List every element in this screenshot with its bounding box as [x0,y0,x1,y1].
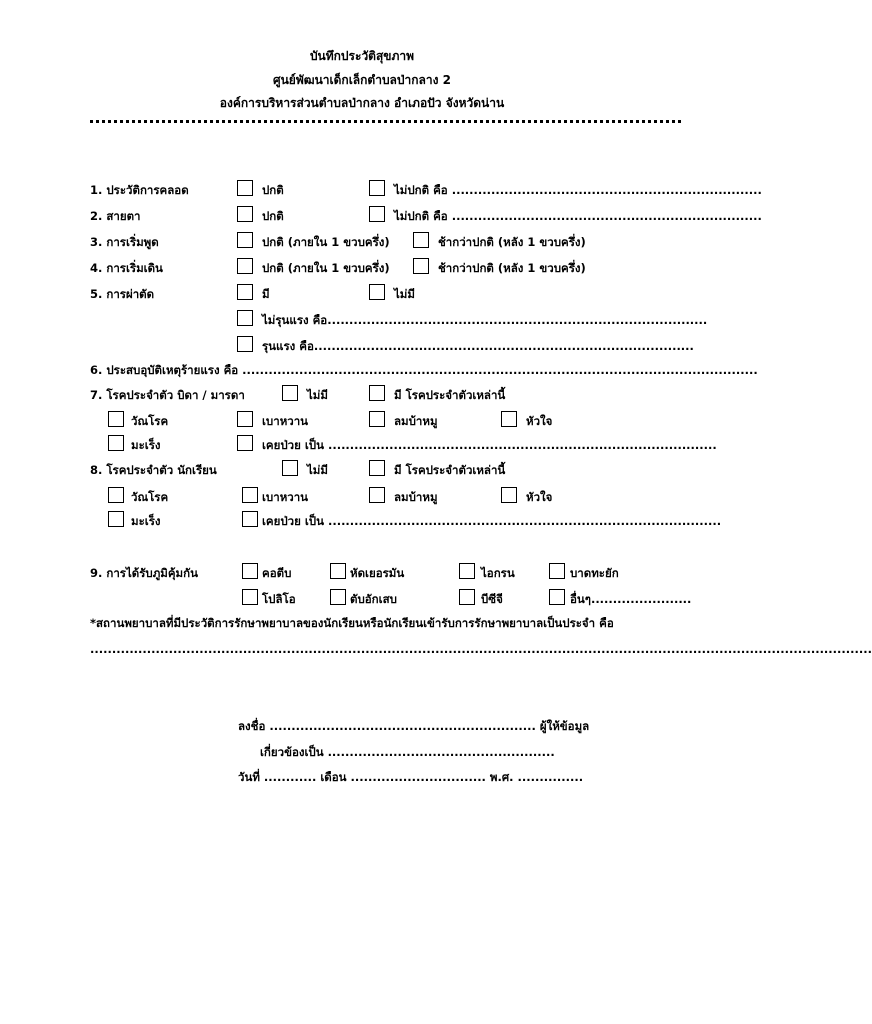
q9-bcg-checkbox[interactable] [459,589,475,605]
q9-hepatitis-checkbox[interactable] [330,589,346,605]
q4-label: 4. การเริ่มเดิน [90,261,163,275]
q9-measles-label: หัดเยอรมัน [350,566,405,580]
form-title: บันทึกประวัติสุขภาพ [309,49,415,63]
q5-mild-checkbox[interactable] [237,310,253,326]
organization-name: องค์การบริหารส่วนตำบลป่ากลาง อำเภอปัว จังหวัดน่าน [219,96,505,110]
q3-label: 3. การเริ่มพูด [90,235,159,249]
q8-none-label: ไม่มี [307,463,328,477]
q3-late-label: ช้ากว่าปกติ (หลัง 1 ขวบครึ่ง) [438,235,586,249]
q7-none-checkbox[interactable] [282,385,298,401]
q9-hepatitis-label: ตับอักเสบ [350,592,397,606]
q8-diabetes-checkbox[interactable] [242,487,258,503]
q9-tetanus-checkbox[interactable] [549,563,565,579]
relation-line: เกี่ยวข้องเป็น .................................................... [260,745,555,759]
q5-yes-checkbox[interactable] [237,284,253,300]
q1-label: 1. ประวัติการคลอด [90,183,189,197]
q2-abnormal-label: ไม่ปกติ คือ ....................................................................... [394,209,762,223]
date-line: วันที่ ............ เดือน ............................... พ.ศ. ............... [238,770,584,784]
q7-heart-label: หัวใจ [526,414,553,428]
q8-diabetes-label: เบาหวาน [262,490,309,504]
q7-none-label: ไม่มี [307,388,328,402]
q6-label: 6. ประสบอุบัติเหตุร้ายแรง คือ ...................................................................................................................... [90,363,758,377]
q8-tb-checkbox[interactable] [108,487,124,503]
q9-polio-checkbox[interactable] [242,589,258,605]
q5-no-label: ไม่มี [394,287,415,301]
q4-late-label: ช้ากว่าปกติ (หลัง 1 ขวบครึ่ง) [438,261,586,275]
q4-normal-checkbox[interactable] [237,258,253,274]
q7-epilepsy-label: ลมบ้าหมู [394,414,438,428]
q8-heart-label: หัวใจ [526,490,553,504]
q9-diphtheria-label: คอตีบ [262,566,292,580]
q7-has-checkbox[interactable] [369,385,385,401]
q2-normal-label: ปกติ [262,209,284,223]
q8-heart-checkbox[interactable] [501,487,517,503]
q5-no-checkbox[interactable] [369,284,385,300]
q9-others-label: อื่นๆ....................... [570,592,692,606]
q9-others-checkbox[interactable] [549,589,565,605]
q1-abnormal-label: ไม่ปกติ คือ ....................................................................... [394,183,762,197]
q1-normal-checkbox[interactable] [237,180,253,196]
q9-bcg-label: บีซีจี [481,592,503,606]
q9-measles-checkbox[interactable] [330,563,346,579]
hospital-label: *สถานพยาบาลที่มีประวัติการรักษาพยาบาลของนักเรียนหรือนักเรียนเข้ารับการรักษาพยาบาลเป็นประจำ คือ [90,616,614,630]
q7-tb-checkbox[interactable] [108,411,124,427]
q8-cancer-checkbox[interactable] [108,511,124,527]
q7-epilepsy-checkbox[interactable] [369,411,385,427]
q7-other-label: เคยป่วย เป็น ......................................................................................... [262,438,717,452]
q8-epilepsy-checkbox[interactable] [369,487,385,503]
q2-label: 2. สายตา [90,209,141,223]
q7-heart-checkbox[interactable] [501,411,517,427]
q8-tb-label: วัณโรค [131,490,169,504]
q9-tetanus-label: บาดทะยัก [570,566,619,580]
q2-normal-checkbox[interactable] [237,206,253,222]
signature-line: ลงชื่อ ............................................................. ผู้ให้ข้อมูล [238,719,590,733]
q8-none-checkbox[interactable] [282,460,298,476]
q5-severe-label: รุนแรง คือ....................................................................................... [262,339,694,353]
q1-normal-label: ปกติ [262,183,284,197]
q8-other-checkbox[interactable] [242,511,258,527]
q8-has-label: มี โรคประจำตัวเหล่านี้ [394,463,506,477]
hospital-answer-line: ................................................................................................................................................................................... [90,642,872,656]
q3-late-checkbox[interactable] [413,232,429,248]
q7-label: 7. โรคประจำตัว บิดา / มารดา [90,388,245,402]
q9-pertussis-label: ไอกรน [481,566,515,580]
center-name: ศูนย์พัฒนาเด็กเล็กตำบลป่ากลาง 2 [272,73,452,87]
q7-cancer-label: มะเร็ง [131,438,161,452]
q2-abnormal-checkbox[interactable] [369,206,385,222]
q9-pertussis-checkbox[interactable] [459,563,475,579]
q9-diphtheria-checkbox[interactable] [242,563,258,579]
q8-other-label: เคยป่วย เป็น .......................................................................................... [262,514,722,528]
q8-cancer-label: มะเร็ง [131,514,161,528]
q3-normal-checkbox[interactable] [237,232,253,248]
q7-other-checkbox[interactable] [237,435,253,451]
header-separator [90,120,681,123]
q5-label: 5. การผ่าตัด [90,287,155,301]
q4-late-checkbox[interactable] [413,258,429,274]
q8-has-checkbox[interactable] [369,460,385,476]
q5-severe-checkbox[interactable] [237,336,253,352]
q8-epilepsy-label: ลมบ้าหมู [394,490,438,504]
q1-abnormal-checkbox[interactable] [369,180,385,196]
q9-polio-label: โปลิโอ [262,592,296,606]
q5-yes-label: มี [262,287,270,301]
q7-diabetes-checkbox[interactable] [237,411,253,427]
q8-label: 8. โรคประจำตัว นักเรียน [90,463,217,477]
q7-cancer-checkbox[interactable] [108,435,124,451]
q7-has-label: มี โรคประจำตัวเหล่านี้ [394,388,506,402]
q7-diabetes-label: เบาหวาน [262,414,309,428]
q5-mild-label: ไม่รุนแรง คือ....................................................................................... [262,313,708,327]
q3-normal-label: ปกติ (ภายใน 1 ขวบครึ่ง) [262,235,390,249]
q4-normal-label: ปกติ (ภายใน 1 ขวบครึ่ง) [262,261,390,275]
q7-tb-label: วัณโรค [131,414,169,428]
q9-label: 9. การได้รับภูมิคุ้มกัน [90,566,198,580]
